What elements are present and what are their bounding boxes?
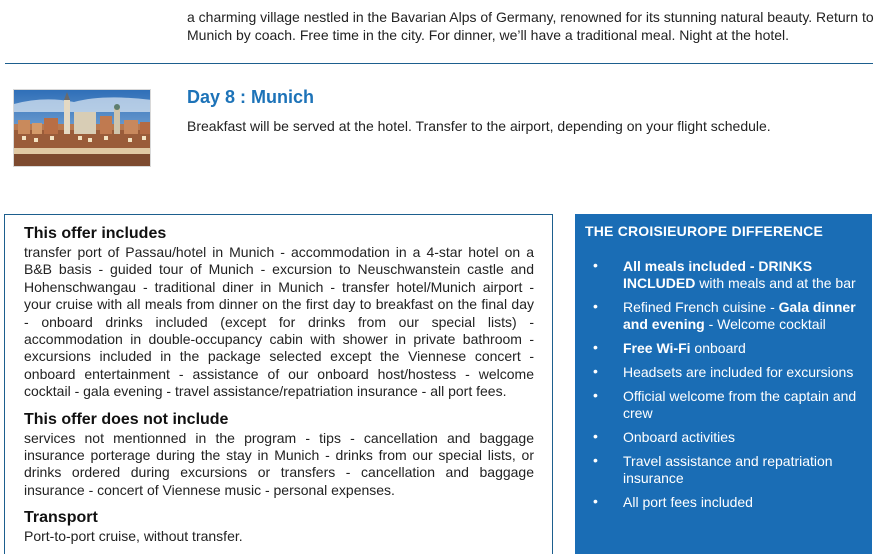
- bullet-icon: •: [593, 363, 598, 379]
- excludes-text: services not mentionned in the program - tips - cancellation and baggage insurance porterage during the stay in Munich - drinks from our special lists, or drinks ordered during excursions or transfers - cancellation and baggage insurance - concert of Viennese music - personal expenses.: [24, 429, 534, 498]
- list-item: • All meals included - DRINKS INCLUDED with meals and at the bar: [593, 257, 856, 291]
- difference-heading: THE CROISIEUROPE DIFFERENCE: [585, 223, 823, 239]
- bullet-icon: •: [593, 339, 598, 355]
- includes-heading: This offer includes: [24, 225, 167, 242]
- list-item: • Free Wi-Fi onboard: [593, 339, 746, 356]
- day-title: Day 8 : Munich: [187, 87, 315, 107]
- excludes-heading: This offer does not include: [24, 410, 229, 428]
- day-description: Breakfast will be served at the hotel. Transfer to the airport, depending on your flight schedule.: [187, 118, 771, 134]
- bullet-icon: •: [593, 257, 598, 273]
- includes-text: transfer port of Passau/hotel in Munich - accommodation in a 4-star hotel on a B&B basis - guided tour of Munich - excursion to Neuschwanstein castle and Hohenschwangau - traditional diner in Munich - transfer hotel/Munich airport - your cruise with all meals from dinner on the first day to breakfast on the final day - onboard drinks included (except for drinks from our special lists) - accommodation in double-occupancy cabin with shower in private bathroom - excursions included in the package selected except the Viennese concert - onboard entertainment - assistance of our onboard host/hostess - welcome cocktail - gala evening - travel assistance/repatriation insurance - all port fees.: [24, 244, 534, 400]
- list-item: • All port fees included: [593, 493, 753, 510]
- section-divider: [5, 63, 873, 64]
- croisieurope-difference-box: [575, 214, 872, 554]
- list-item: • Refined French cuisine - Gala dinner and evening - Welcome cocktail: [593, 298, 856, 332]
- difference-list: [585, 258, 862, 511]
- list-item: • Onboard activities: [593, 428, 736, 445]
- bullet-icon: •: [593, 493, 598, 509]
- list-item: • Official welcome from the captain and crew: [593, 387, 857, 421]
- bullet-icon: •: [593, 298, 598, 314]
- list-item: • Travel assistance and repatriation insurance: [593, 452, 833, 486]
- bullet-icon: •: [593, 387, 598, 403]
- list-item: • Headsets are included for excursions: [593, 363, 854, 380]
- munich-cityscape-icon: [14, 90, 151, 167]
- transport-heading: Transport: [24, 509, 98, 527]
- transport-text: Port-to-port cruise, without transfer.: [24, 528, 243, 545]
- munich-photo: [13, 89, 151, 167]
- previous-day-text: a charming village nestled in the Bavarian Alps of Germany, renowned for its stunning natural beauty. Return to Munich by coach. Free time in the city. For dinner, we’ll have a traditional meal. Night at the hotel.: [187, 9, 874, 43]
- bullet-icon: •: [593, 452, 598, 468]
- offer-details-box: [4, 214, 553, 554]
- bullet-icon: •: [593, 428, 598, 444]
